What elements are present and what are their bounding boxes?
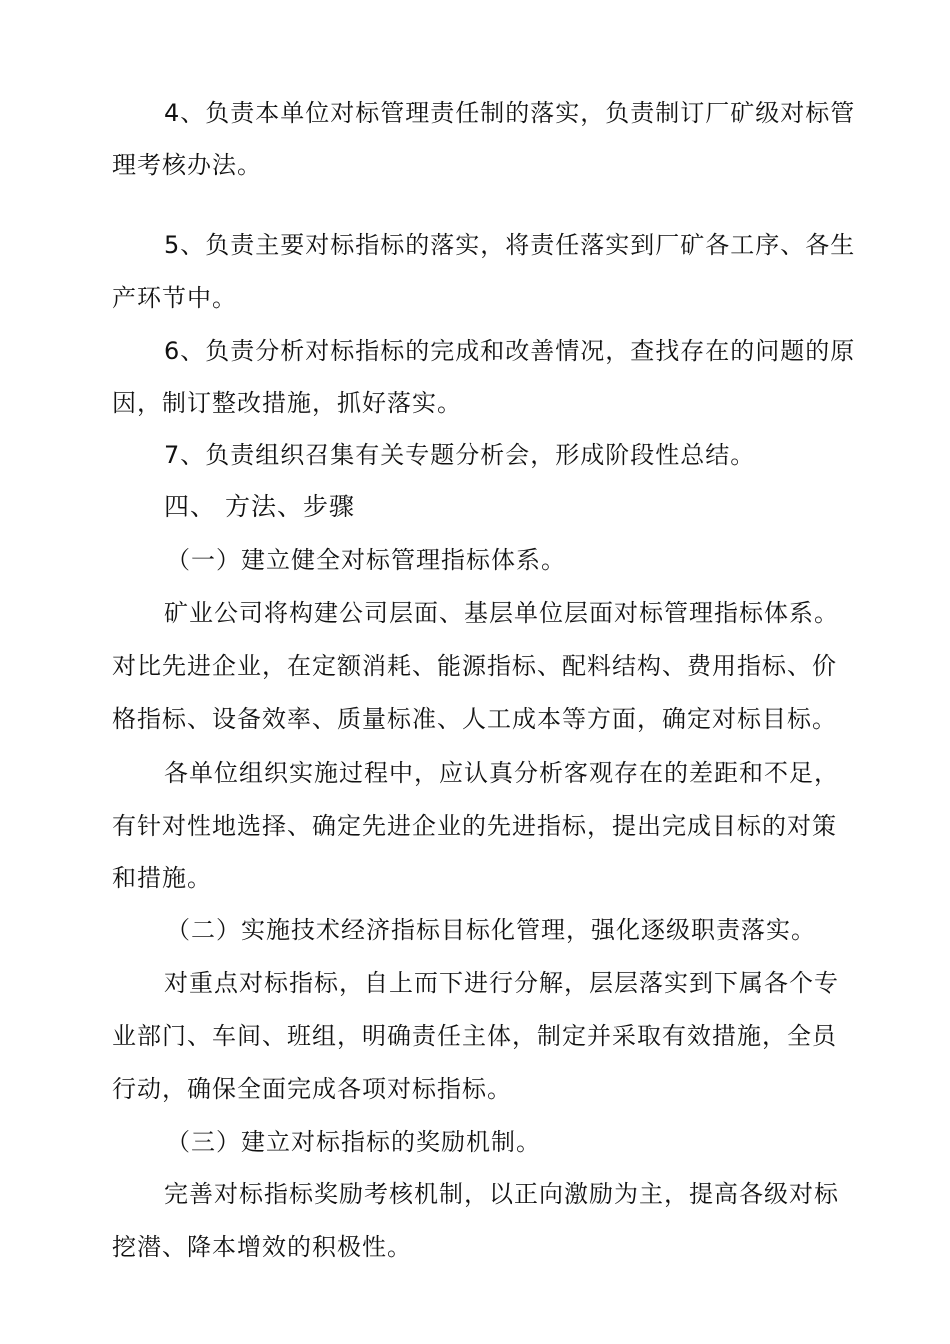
subheading-3: （三）建立对标指标的奖励机制。: [166, 1128, 541, 1156]
item-5-line-2: 产环节中。: [112, 284, 237, 312]
item-4-line-2: 理考核办法。: [112, 151, 262, 179]
para-incentive-line-1: 完善对标指标奖励考核机制，以正向激励为主，提高各级对标: [164, 1180, 839, 1208]
section-heading-4: 四、 方法、步骤: [164, 492, 355, 521]
para-incentive-line-2: 挖潜、降本增效的积极性。: [112, 1233, 412, 1261]
item-7-line-1: 7、负责组织召集有关专题分析会，形成阶段性总结。: [164, 441, 756, 469]
para-indicator-system-line-3: 格指标、设备效率、质量标准、人工成本等方面，确定对标目标。: [112, 705, 837, 733]
para-indicator-system-line-1: 矿业公司将构建公司层面、基层单位层面对标管理指标体系。: [164, 599, 839, 627]
para-decomposition-line-1: 对重点对标指标，自上而下进行分解，层层落实到下属各个专: [164, 969, 839, 997]
subheading-2: （二）实施技术经济指标目标化管理，强化逐级职责落实。: [166, 916, 816, 944]
item-6-line-2: 因，制订整改措施，抓好落实。: [112, 389, 462, 417]
para-implementation-line-3: 和措施。: [112, 864, 212, 892]
item-5-line-1: 5、负责主要对标指标的落实，将责任落实到厂矿各工序、各生: [164, 231, 856, 259]
para-decomposition-line-2: 业部门、车间、班组，明确责任主体，制定并采取有效措施，全员: [112, 1022, 837, 1050]
subheading-1: （一）建立健全对标管理指标体系。: [166, 546, 566, 574]
para-implementation-line-1: 各单位组织实施过程中，应认真分析客观存在的差距和不足，: [164, 759, 839, 787]
para-decomposition-line-3: 行动，确保全面完成各项对标指标。: [112, 1075, 512, 1103]
para-implementation-line-2: 有针对性地选择、确定先进企业的先进指标，提出完成目标的对策: [112, 812, 837, 840]
item-4-line-1: 4、负责本单位对标管理责任制的落实，负责制订厂矿级对标管: [164, 99, 856, 127]
item-6-line-1: 6、负责分析对标指标的完成和改善情况，查找存在的问题的原: [164, 337, 856, 365]
para-indicator-system-line-2: 对比先进企业，在定额消耗、能源指标、配料结构、费用指标、价: [112, 652, 837, 680]
